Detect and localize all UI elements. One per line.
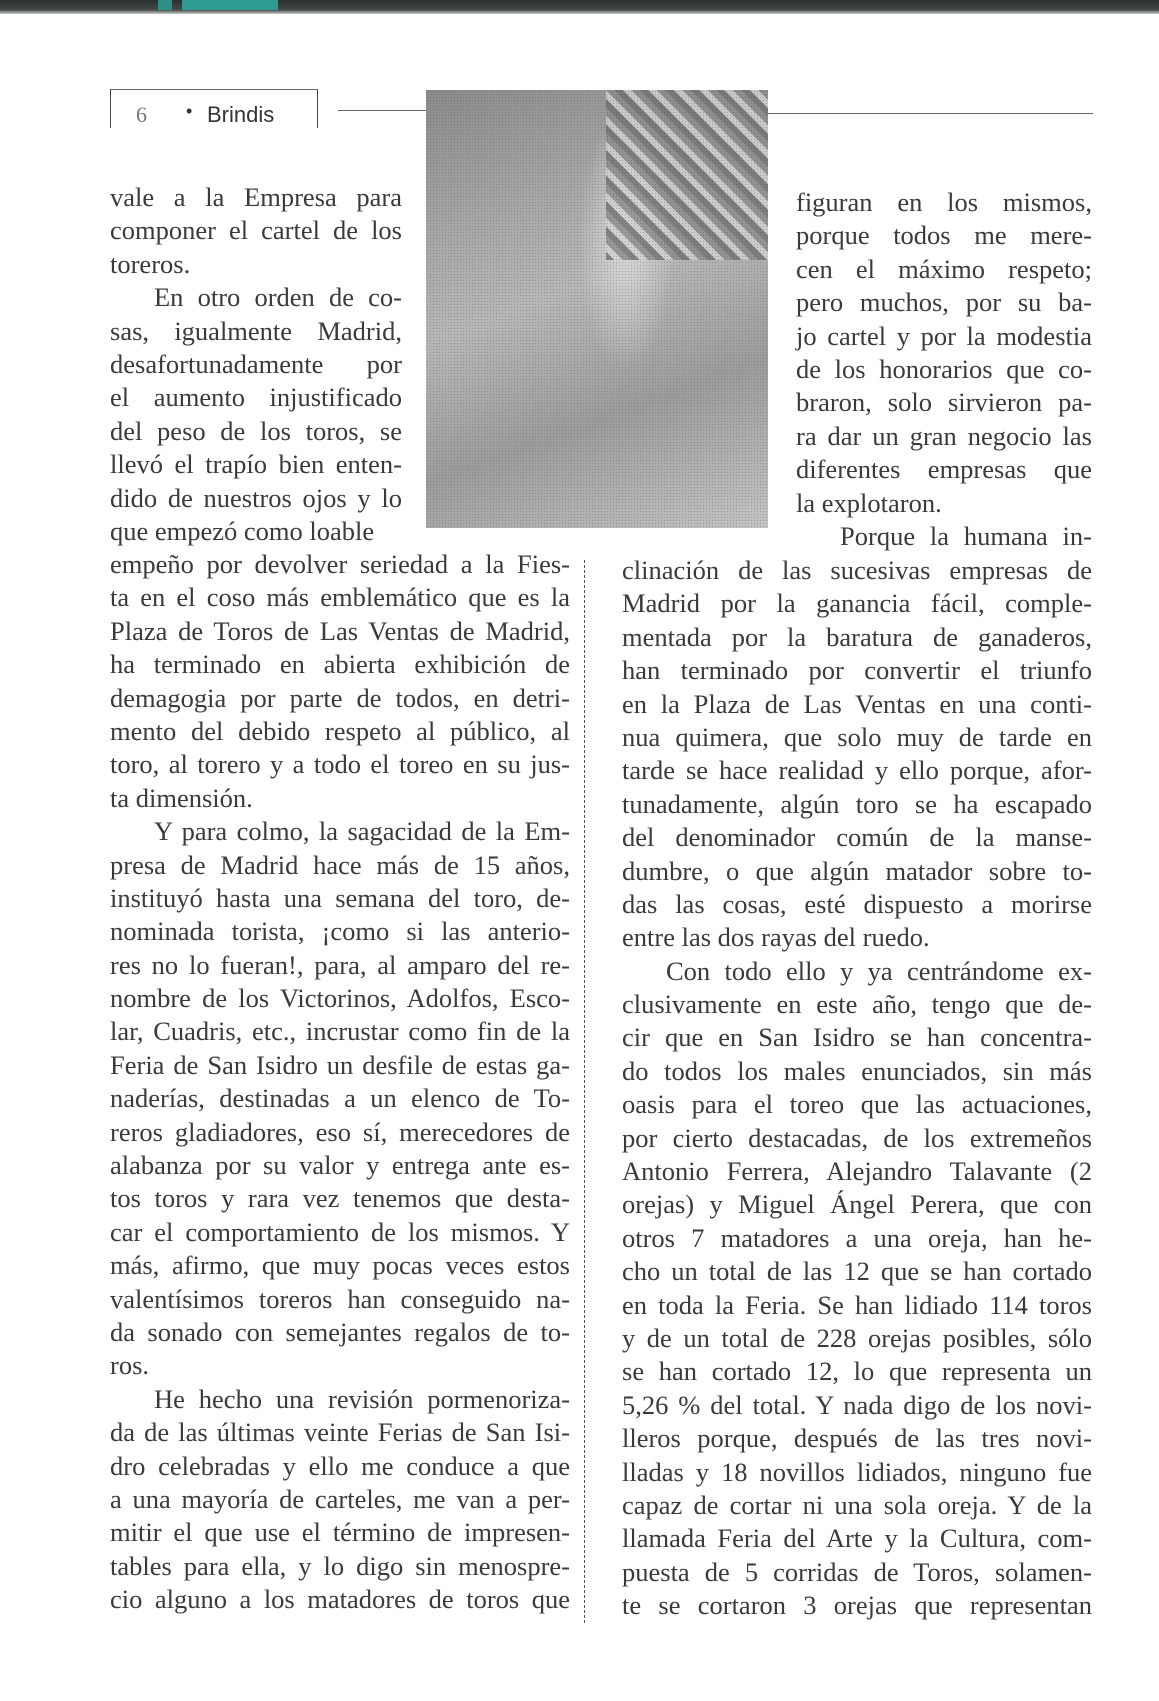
text-line: te se cortaron 3 orejas que representan [622, 1590, 1092, 1621]
text-line: ros. [110, 1350, 150, 1381]
left-column-bottom [110, 548, 570, 1617]
text-line: otros 7 matadores a una oreja, han he- [622, 1222, 1092, 1253]
scan-artifact [182, 0, 278, 10]
text-line: alabanza por su valor y entrega ante es- [110, 1150, 570, 1181]
text-line: jo cartel y por la modestia [796, 320, 1092, 351]
text-line: porque todos me mere- [796, 220, 1092, 251]
text-line: da de las últimas veinte Ferias de San Isi- [110, 1417, 570, 1448]
bullfighter-photo [426, 90, 768, 528]
text-line: clinación de las sucesivas empresas de [622, 555, 1092, 585]
text-line: empeño por devolver seriedad a la Fies- [110, 549, 570, 579]
scan-edge [0, 0, 1159, 14]
section-title: Brindis [207, 102, 275, 127]
text-line: lladas y 18 novillos lidiados, ninguno fue [622, 1456, 1092, 1487]
text-line: Feria de San Isidro un desfile de estas ga- [110, 1049, 570, 1080]
text-line: valentísimos toreros han conseguido na- [110, 1283, 570, 1314]
text-line: capaz de cortar ni una sola oreja. Y de la [622, 1489, 1092, 1520]
text-line: braron, solo sirvieron pa- [796, 387, 1092, 418]
text-line: car el comportamiento de los mismos. Y [110, 1216, 570, 1247]
text-line: presa de Madrid hace más de 15 años, [110, 849, 570, 880]
text-line: más, afirmo, que muy pocas veces estos [110, 1250, 570, 1281]
text-line: ta en el coso más emblemático que es la [110, 582, 570, 613]
running-header [110, 89, 318, 128]
text-line: Con todo ello y ya centrándome ex- [666, 955, 1092, 986]
text-line: demagogia por parte de todos, en detri- [110, 682, 570, 713]
text-line: han terminado por convertir el triunfo [622, 655, 1092, 686]
text-line: 5,26 % del total. Y nada digo de los novi- [622, 1389, 1092, 1420]
page-number: 6 [136, 102, 147, 127]
text-line: componer el cartel de los [110, 215, 402, 246]
text-line: se han cortado 12, lo que representa un [622, 1356, 1092, 1387]
text-line: dumbre, o que algún matador sobre to- [622, 855, 1092, 886]
text-line: tos toros y rara vez tenemos que desta- [110, 1183, 570, 1214]
text-line: En otro orden de co- [154, 282, 402, 313]
text-line: en toda la Feria. Se han lidiado 114 toros [622, 1289, 1092, 1320]
text-line: dido de nuestros ojos y lo [110, 482, 402, 513]
text-line: ta dimensión. [110, 782, 253, 813]
text-line: y de un total de 228 orejas posibles, sólo [622, 1322, 1092, 1353]
text-line: Porque la humana in- [840, 520, 1092, 551]
text-line: lleros porque, después de las tres novi- [622, 1423, 1092, 1454]
text-line: lar, Cuadris, etc., incrustar como fin de la [110, 1016, 570, 1047]
text-line: el aumento injustificado [110, 382, 402, 413]
text-line: instituyó hasta una semana del toro, de- [110, 882, 570, 913]
text-line: nominada torista, ¡como si las anterio- [110, 916, 570, 947]
text-line: figuran en los mismos, [796, 187, 1092, 217]
text-line: Y para colmo, la sagacidad de la Em- [154, 816, 570, 847]
text-line: desafortunadamente por [110, 348, 402, 379]
text-line: mentada por la baratura de ganaderos, [622, 621, 1092, 652]
text-line: a una mayoría de carteles, me van a per- [110, 1483, 570, 1514]
text-line: llamada Feria del Arte y la Cultura, com- [622, 1523, 1092, 1554]
text-line: diferentes empresas que [796, 454, 1092, 485]
text-line: cir que en San Isidro se han concentra- [622, 1022, 1092, 1053]
text-line: que empezó como loable [110, 515, 375, 546]
text-line: nua quimera, que solo muy de tarde en [622, 721, 1092, 752]
text-line: He hecho una revisión pormenoriza- [154, 1383, 570, 1414]
scan-artifact [158, 0, 172, 10]
text-line: cho un total de las 12 que se han cortado [622, 1256, 1092, 1287]
right-column-top [796, 186, 1092, 553]
text-line: do todos los males enunciados, sin más [622, 1055, 1092, 1086]
header-rule [768, 113, 1093, 114]
text-line: reros gladiadores, eso sí, merecedores de [110, 1116, 570, 1147]
text-line: Antonio Ferrera, Alejandro Talavante (2 [622, 1156, 1092, 1187]
text-line: en la Plaza de Las Ventas en una conti- [622, 688, 1092, 719]
text-line: Plaza de Toros de Las Ventas de Madrid, [110, 615, 570, 646]
text-line: tables para ella, y lo digo sin menospre- [110, 1550, 570, 1581]
text-line: puesta de 5 corridas de Toros, solamen- [622, 1556, 1092, 1587]
left-column-top [110, 181, 402, 548]
text-line: entre las dos rayas del ruedo. [622, 922, 930, 953]
text-line: sas, igualmente Madrid, [110, 315, 402, 346]
text-line: mitir el que use el término de impresen- [110, 1517, 570, 1548]
text-line: clusivamente en este año, tengo que de- [622, 989, 1092, 1020]
text-line: cen el máximo respeto; [796, 253, 1092, 284]
right-column-bottom [622, 554, 1092, 1623]
text-line: das las cosas, esté dispuesto a morirse [622, 888, 1092, 919]
text-line: ra dar un gran negocio las [796, 420, 1092, 451]
text-line: toro, al torero y a todo el toreo en su jus- [110, 749, 570, 780]
text-line: cio alguno a los matadores de toros que [110, 1584, 570, 1615]
text-line: dro celebradas y ello me conduce a que [110, 1450, 570, 1481]
text-line: por cierto destacadas, de los extremeños [622, 1122, 1092, 1153]
text-line: nombre de los Victorinos, Adolfos, Esco- [110, 983, 570, 1014]
column-divider [584, 560, 585, 1623]
text-line: da sonado con semejantes regalos de to- [110, 1316, 570, 1347]
text-line: tunadamente, algún toro se ha escapado [622, 788, 1092, 819]
text-line: del denominador común de la manse- [622, 822, 1092, 853]
text-line: orejas) y Miguel Ángel Perera, que con [622, 1189, 1092, 1220]
text-line: ha terminado en abierta exhibición de [110, 649, 570, 680]
text-line: naderías, destinadas a un elenco de To- [110, 1083, 570, 1114]
text-line: Madrid por la ganancia fácil, comple- [622, 588, 1092, 619]
text-line: oasis para el toreo que las actuaciones, [622, 1089, 1092, 1120]
text-line: tarde se hace realidad y ello porque, afor- [622, 755, 1092, 786]
text-line: vale a la Empresa para [110, 182, 402, 212]
text-line: del peso de los toros, se [110, 415, 402, 446]
text-line: res no lo fueran!, para, al amparo del re- [110, 949, 570, 980]
text-line: mento del debido respeto al público, al [110, 715, 570, 746]
header-bullet: • [186, 101, 193, 121]
text-line: toreros. [110, 248, 191, 279]
text-line: pero muchos, por su ba- [796, 287, 1092, 318]
header-rule [338, 110, 434, 111]
text-line: llevó el trapío bien enten- [110, 449, 402, 480]
text-line: de los honorarios que co- [796, 353, 1092, 384]
text-line: la explotaron. [796, 487, 942, 518]
